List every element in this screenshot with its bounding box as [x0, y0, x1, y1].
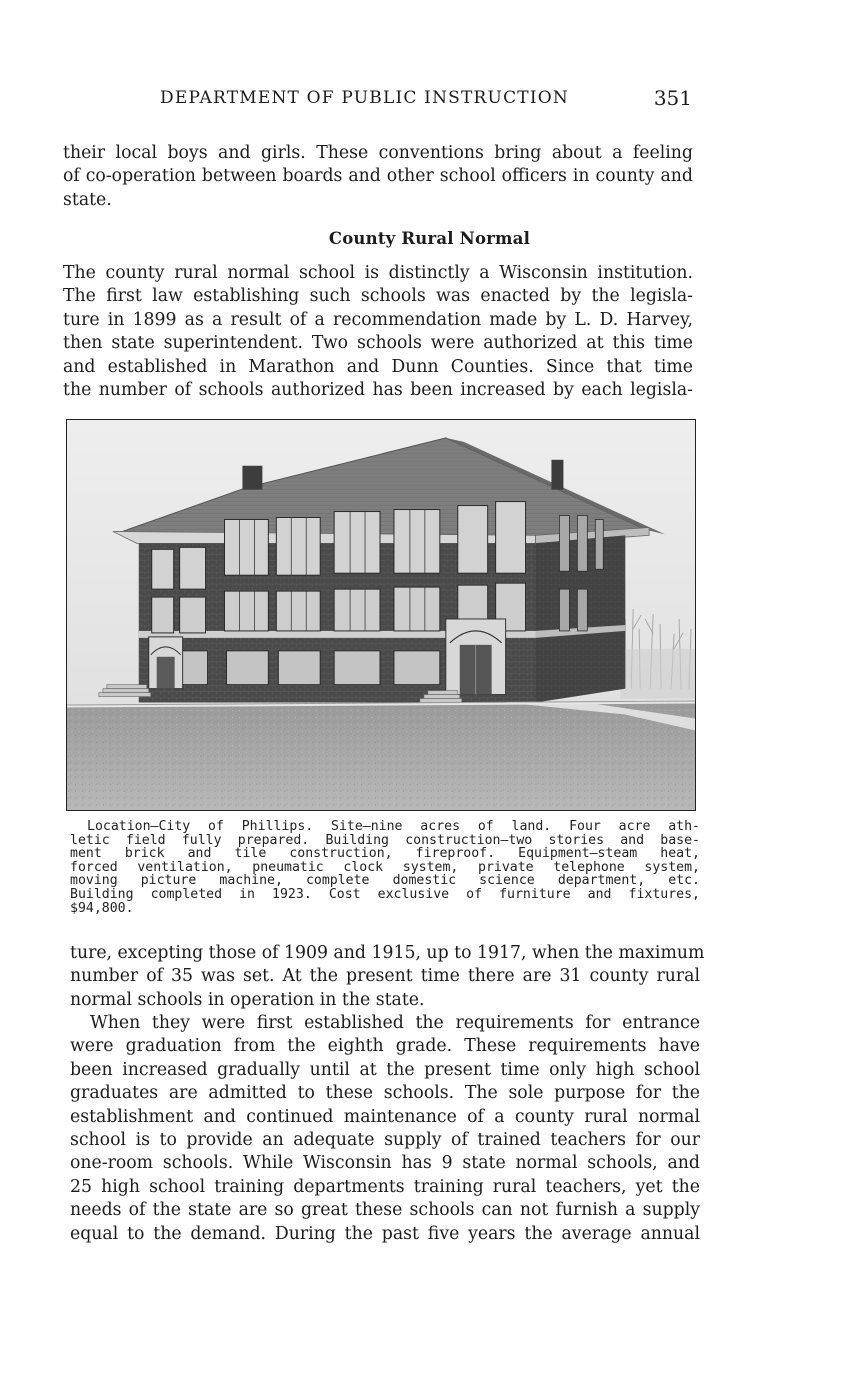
text-line: ture in 1899 as a result of a recommendation made by L. D. Harvey,	[63, 309, 693, 330]
paragraph-intro	[63, 142, 693, 212]
school-building-photo	[66, 419, 696, 811]
page-number: 351	[653, 86, 692, 110]
text-line: school is to provide an adequate supply of trained teachers for our	[70, 1130, 700, 1151]
text-line: normal schools in operation in the state.	[70, 989, 425, 1010]
text-line: The county rural normal school is distinctly a Wisconsin institution.	[63, 263, 693, 283]
caption-line: letic field fully prepared. Building construction—two stories and base-	[70, 832, 700, 848]
text-line: graduates are admitted to these schools. The sole purpose for the	[70, 1083, 700, 1104]
photo-caption	[70, 820, 700, 915]
paragraph-history	[63, 262, 693, 402]
building-illustration	[67, 420, 695, 810]
caption-line: forced ventilation, pneumatic clock system, private telephone system,	[70, 859, 700, 875]
paragraph-count	[70, 942, 705, 1012]
text-line: needs of the state are so great these schools can not furnish a supply	[70, 1200, 700, 1221]
text-line: 25 high school training departments training rural teachers, yet the	[70, 1176, 700, 1197]
text-line: and established in Marathon and Dunn Counties. Since that time	[63, 356, 693, 377]
text-line: ture, excepting those of 1909 and 1915, up to 1917, when the maximum	[70, 943, 705, 963]
caption-line: $94,800.	[70, 900, 134, 916]
caption-line: ment brick and tile construction, fireproof. Equipment—steam heat,	[70, 846, 700, 862]
text-line: establishment and continued maintenance of a county rural normal	[70, 1106, 700, 1127]
text-line: one-room schools. While Wisconsin has 9 state normal schools, and	[70, 1153, 700, 1174]
text-line: of co-operation between boards and other school officers in county and	[63, 166, 693, 187]
text-line: were graduation from the eighth grade. These requirements have	[70, 1036, 700, 1057]
caption-line: moving picture machine, complete domestic science department, etc.	[70, 873, 700, 889]
text-line: been increased gradually until at the present time only high school	[70, 1059, 700, 1080]
page-header	[62, 88, 692, 114]
text-line: The first law establishing such schools was enacted by the legisla-	[63, 286, 693, 307]
caption-line: Building completed in 1923. Cost exclusive of furniture and fixtures,	[70, 886, 700, 902]
text-line: When they were first established the requirements for entrance	[90, 1013, 700, 1033]
paragraph-requirements	[70, 1012, 700, 1246]
running-title: DEPARTMENT OF PUBLIC INSTRUCTION	[160, 88, 569, 108]
section-heading: County Rural Normal	[328, 229, 531, 248]
caption-line: Location—City of Phillips. Site—nine acres of land. Four acre ath-	[87, 819, 700, 834]
text-line: the number of schools authorized has been increased by each legisla-	[63, 380, 693, 401]
text-line: number of 35 was set. At the present time there are 31 county rural	[70, 966, 700, 987]
text-line: their local boys and girls. These conventions bring about a feeling	[63, 143, 693, 163]
text-line: state.	[63, 189, 112, 210]
text-line: equal to the demand. During the past five years the average annual	[70, 1223, 700, 1244]
text-line: then state superintendent. Two schools were authorized at this time	[63, 333, 693, 354]
